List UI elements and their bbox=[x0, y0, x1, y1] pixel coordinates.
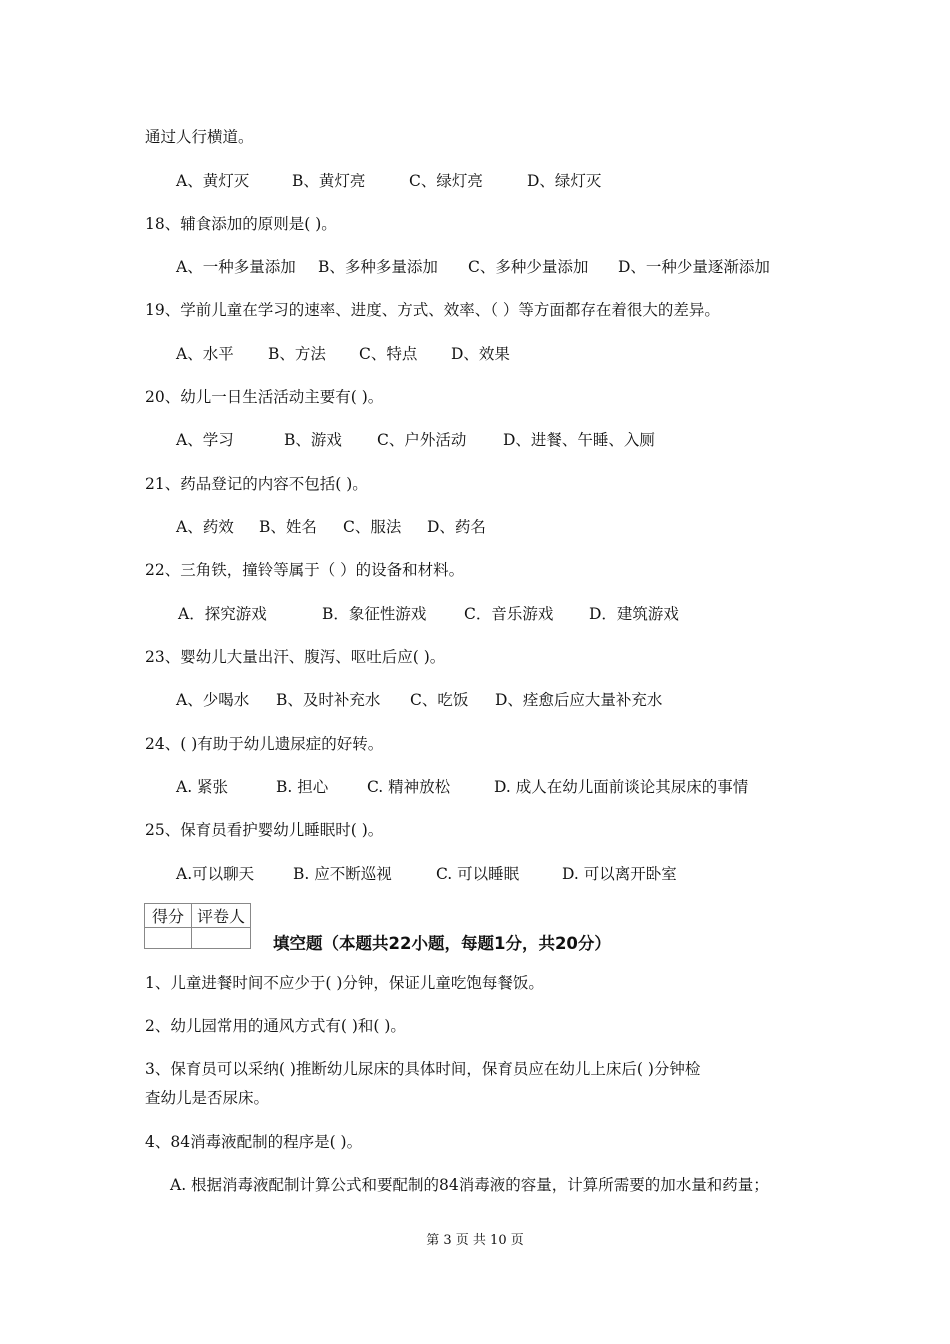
option-a: A、药效 bbox=[176, 518, 234, 536]
option-d: D. 成人在幼儿面前谈论其尿床的事情 bbox=[494, 778, 749, 796]
option-c: C. 精神放松 bbox=[367, 778, 451, 796]
fill-question-1: 1、儿童进餐时间不应少于( )分钟，保证儿童吃饱每餐饭。 bbox=[145, 974, 544, 992]
fill-question-4: 4、84消毒液配制的程序是( )。 bbox=[145, 1133, 363, 1151]
question-18-stem: 18、辅食添加的原则是( )。 bbox=[145, 215, 337, 233]
fill-question-3-line2: 查幼儿是否尿床。 bbox=[145, 1089, 270, 1107]
option-d: D．建筑游戏 bbox=[589, 605, 679, 623]
question-20-options bbox=[176, 430, 655, 450]
section-title: 填空题（本题共22小题，每题1分，共20分） bbox=[273, 934, 611, 953]
question-21-stem: 21、药品登记的内容不包括( )。 bbox=[145, 475, 368, 493]
option-d: D、绿灯灭 bbox=[527, 172, 602, 190]
option-d: D、进餐、午睡、入厕 bbox=[503, 431, 655, 449]
page-footer: 第 3 页 共 10 页 bbox=[426, 1233, 524, 1248]
option-b: B、游戏 bbox=[284, 431, 342, 449]
option-b: B. 应不断巡视 bbox=[293, 865, 392, 883]
option-c: C．音乐游戏 bbox=[464, 605, 554, 623]
question-18-options bbox=[176, 257, 770, 277]
option-b: B、黄灯亮 bbox=[292, 172, 366, 190]
question-20-stem: 20、幼儿一日生活活动主要有( )。 bbox=[145, 388, 384, 406]
option-a: A、学习 bbox=[176, 431, 234, 449]
fill-question-3-line1: 3、保育员可以采纳( )推断幼儿尿床的具体时间，保育员应在幼儿上床后( )分钟检 bbox=[145, 1060, 701, 1078]
question-24-stem: 24、( )有助于幼儿遗尿症的好转。 bbox=[145, 735, 384, 753]
question-19-options bbox=[176, 344, 510, 364]
option-d: D、效果 bbox=[451, 345, 510, 363]
option-a: A. 紧张 bbox=[176, 778, 229, 796]
option-a: A、黄灯灭 bbox=[176, 172, 250, 190]
option-c: C、绿灯亮 bbox=[409, 172, 483, 190]
score-cell bbox=[145, 928, 192, 949]
question-19-stem: 19、学前儿童在学习的速率、进度、方式、效率、（ ）等方面都存在着很大的差异。 bbox=[145, 301, 720, 319]
option-d: D. 可以离开卧室 bbox=[562, 865, 677, 883]
option-b: B、多种多量添加 bbox=[318, 258, 438, 276]
question-17-options bbox=[176, 171, 601, 191]
option-d: D、痊愈后应大量补充水 bbox=[495, 691, 663, 709]
question-22-options bbox=[178, 604, 679, 624]
option-b: B、姓名 bbox=[259, 518, 317, 536]
fill-question-2: 2、幼儿园常用的通风方式有( )和( )。 bbox=[145, 1017, 406, 1035]
option-d: D、一种少量逐渐添加 bbox=[618, 258, 770, 276]
question-17-tail: 通过人行横道。 bbox=[145, 128, 254, 146]
option-b: B．象征性游戏 bbox=[322, 605, 427, 623]
option-a: A．探究游戏 bbox=[178, 605, 267, 623]
option-a: A、一种多量添加 bbox=[176, 258, 296, 276]
fill-question-4-option-a: A. 根据消毒液配制计算公式和要配制的84消毒液的容量，计算所需要的加水量和药量； bbox=[170, 1176, 769, 1194]
option-c: C、多种少量添加 bbox=[468, 258, 589, 276]
score-header: 得分 bbox=[145, 904, 192, 928]
option-b: B、方法 bbox=[268, 345, 326, 363]
option-c: C、户外活动 bbox=[377, 431, 467, 449]
option-a: A、少喝水 bbox=[176, 691, 250, 709]
option-d: D、药名 bbox=[427, 518, 486, 536]
question-25-options bbox=[176, 864, 677, 884]
question-21-options bbox=[176, 517, 486, 537]
option-c: C、吃饭 bbox=[410, 691, 469, 709]
option-b: B、及时补充水 bbox=[276, 691, 381, 709]
option-a: A.可以聊天 bbox=[176, 865, 255, 883]
question-22-stem: 22、三角铁，撞铃等属于（ ）的设备和材料。 bbox=[145, 561, 465, 579]
question-25-stem: 25、保育员看护婴幼儿睡眠时( )。 bbox=[145, 821, 384, 839]
option-b: B. 担心 bbox=[276, 778, 329, 796]
grader-header: 评卷人 bbox=[192, 904, 251, 928]
option-c: C、服法 bbox=[343, 518, 402, 536]
option-a: A、水平 bbox=[176, 345, 234, 363]
option-c: C、特点 bbox=[359, 345, 418, 363]
grader-cell bbox=[192, 928, 251, 949]
option-c: C. 可以睡眠 bbox=[436, 865, 520, 883]
question-23-stem: 23、婴幼儿大量出汗、腹泻、呕吐后应( )。 bbox=[145, 648, 446, 666]
question-23-options bbox=[176, 690, 662, 710]
question-24-options bbox=[176, 777, 748, 797]
score-table bbox=[144, 903, 251, 949]
